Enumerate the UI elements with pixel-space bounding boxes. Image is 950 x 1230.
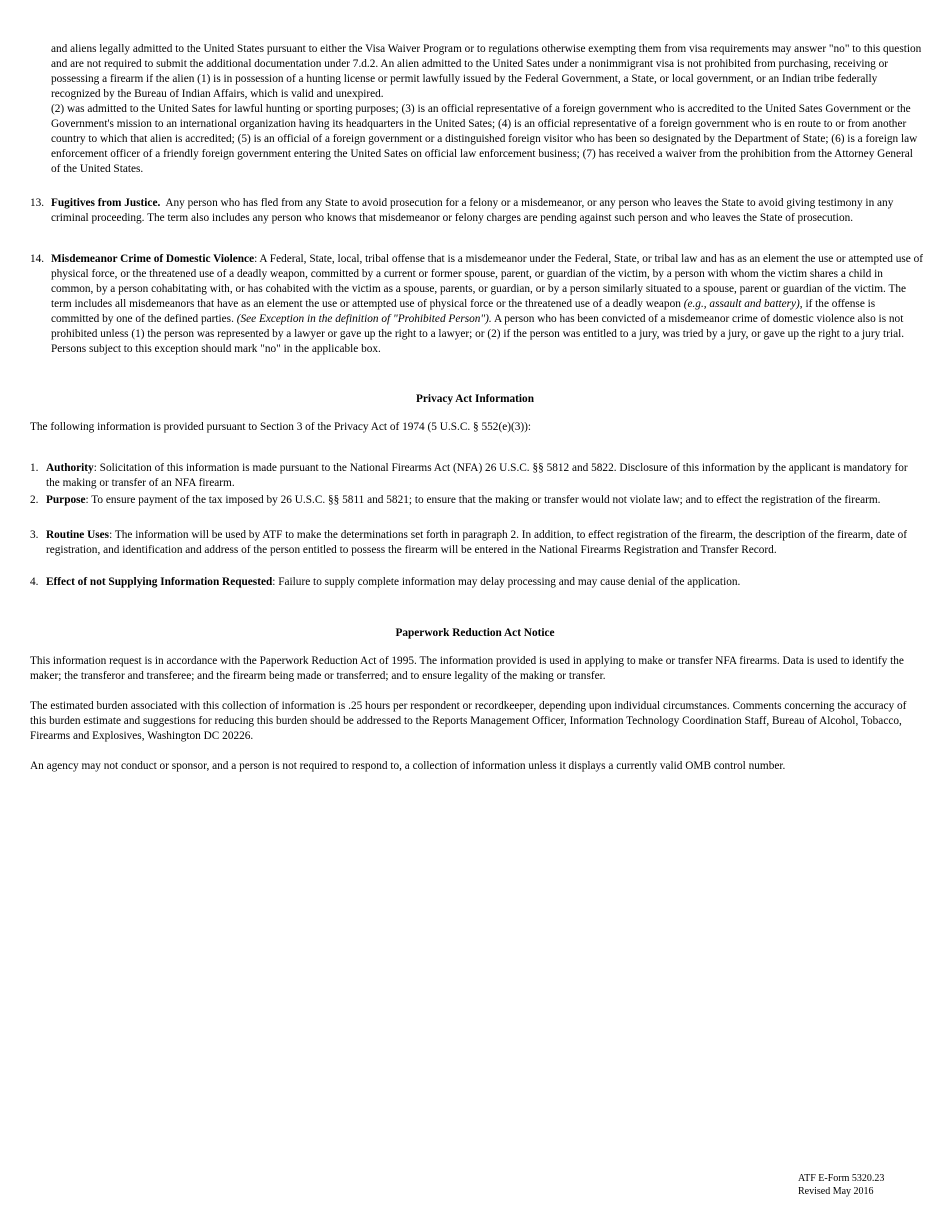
privacy-item-purpose	[30, 493, 923, 508]
paperwork-act-heading: Paperwork Reduction Act Notice	[395, 627, 555, 639]
paperwork-paragraph-1: This information request is in accordance with the Paperwork Reduction Act of 1995. The information provided is used in applying to make or transfer NFA firearms. Data is used to identify the maker; the transferor and transferee; and the firearm being made or transferred; and to ensure legality of the making or transfer.	[30, 655, 904, 682]
revision-date: Revised May 2016	[798, 1185, 874, 1197]
item-text-3: A person who has been convicted of a misdemeanor crime of domestic violence also is not prohibited unless (1) the person was represented by a lawyer or gave up the right to a lawyer; or (2) if the person was entitled to a jury, was tried by a jury, or gave up the right to a jury trial. Persons subject to this exception should mark "no" in the applicable box.	[51, 313, 905, 355]
item-number: 2.	[30, 494, 39, 506]
item-text-1: : A Federal, State, local, tribal offense that is a misdemeanor under the Federal, State, or tribal law and has as an element the use or attempted use of physical force, or the threatened use of a deadly weapon, committed by a current or former spouse, parent, or guardian of the victim, by a person with whom the victim shares a child in common, by a person cohabitating with, or has cohabited with the victim as a spouse, parents, or guardian, or by a person similarly situated to a spouse, parent or guardian of the victim. The term includes all misdemeanors that have as an element the use or attempted use of physical force or the threatened use of a deadly weapon	[51, 253, 924, 310]
item-number: 13.	[30, 197, 45, 209]
aliens-paragraph-2: (2) was admitted to the United Sates for lawful hunting or sporting purposes; (3) is an official representative of a foreign government who is accredited to the United Sates Government or the Government's mission to an international organization having its headquarters in the United Sates; (4) is an official representative of a foreign government who is en route to or from another country to which that alien is accredited; (5) is an official of a foreign government or a distinguished foreign visitor who has been so designated by the Department of State; (6) is a foreign law enforcement officer of a friendly foreign government entering the United Sates on official law enforcement business; (7) has received a waiver from the prohibition from the Attorney General of the United States.	[51, 103, 918, 175]
item-title: Effect of not Supplying Information Requested	[46, 576, 273, 588]
privacy-item-authority	[30, 461, 923, 491]
item-title: Misdemeanor Crime of Domestic Violence	[51, 253, 255, 265]
definition-item-13	[30, 196, 923, 226]
item-text: : The information will be used by ATF to make the determinations set forth in paragraph 2. In addition, to effect registration of the firearm, the description of the firearm, date of registration, and identification and address of the person entitled to possess the firearm will be entered in the National Firearms Registration and Transfer Record.	[46, 529, 908, 556]
form-number: ATF E-Form 5320.23	[798, 1173, 885, 1184]
item-number: 3.	[30, 529, 39, 541]
item-text: : Failure to supply complete information may delay processing and may cause denial of the application.	[272, 576, 741, 588]
item-number: 14.	[30, 253, 45, 265]
item-text: : Solicitation of this information is made pursuant to the National Firearms Act (NFA) 26 U.S.C. §§ 5812 and 5822. Disclosure of this information by the applicant is mandatory for the making or transfer of an NFA firearm.	[46, 462, 908, 489]
item-italic-2: (See Exception in the definition of "Prohibited Person").	[236, 313, 492, 325]
paperwork-paragraph-3: An agency may not conduct or sponsor, and a person is not required to respond to, a collection of information unless it displays a currently valid OMB control number.	[30, 760, 786, 772]
privacy-act-intro: The following information is provided pursuant to Section 3 of the Privacy Act of 1974 (5 U.S.C. § 552(e)(3)):	[30, 421, 532, 433]
aliens-continuation	[51, 42, 923, 177]
definition-item-14	[30, 252, 923, 357]
item-title: Purpose	[46, 494, 86, 506]
item-italic-1: (e.g., assault and battery)	[683, 298, 800, 310]
privacy-item-effect	[30, 575, 923, 590]
item-title: Authority	[46, 462, 94, 474]
item-text: : To ensure payment of the tax imposed by 26 U.S.C. §§ 5811 and 5821; to ensure that the making or transfer would not violate law; and to effect the registration of the firearm.	[85, 494, 881, 506]
item-text-2: , if the offense is committed by one of the defined parties.	[51, 298, 876, 325]
privacy-act-heading: Privacy Act Information	[416, 393, 534, 405]
paperwork-paragraph-2: The estimated burden associated with this collection of information is .25 hours per respondent or recordkeeper, depending upon individual circumstances. Comments concerning the accuracy of this burden estimate and suggestions for reducing this burden should be addressed to the Reports Management Officer, Information Technology Coordination Staff, Bureau of Alcohol, Tobacco, Firearms and Explosives, Washington DC 20226.	[30, 700, 907, 742]
form-footer	[798, 1173, 884, 1198]
item-title: Routine Uses	[46, 529, 110, 541]
item-number: 4.	[30, 576, 39, 588]
item-title: Fugitives from Justice.	[51, 197, 161, 209]
item-number: 1.	[30, 462, 39, 474]
privacy-item-routine-uses	[30, 528, 923, 558]
aliens-paragraph-1: and aliens legally admitted to the United States pursuant to either the Visa Waiver Program or to regulations otherwise exempting them from visa requirements may answer "no" to this question and are not required to submit the additional documentation under 7.d.2. An alien admitted to the United Sates under a nonimmigrant visa is not prohibited from purchasing, receiving or possessing a firearm if the alien (1) is in possession of a hunting license or permit lawfully issued by the Federal Government, a State, or local government, or an Indian tribe federally recognized by the Bureau of Indian Affairs, which is valid and unexpired.	[51, 43, 922, 100]
item-text: Any person who has fled from any State to avoid prosecution for a felony or a misdemeanor, or any person who leaves the State to avoid giving testimony in any criminal proceeding. The term also includes any person who knows that misdemeanor or felony charges are pending against such person and who leaves the State of prosecution.	[51, 197, 894, 224]
